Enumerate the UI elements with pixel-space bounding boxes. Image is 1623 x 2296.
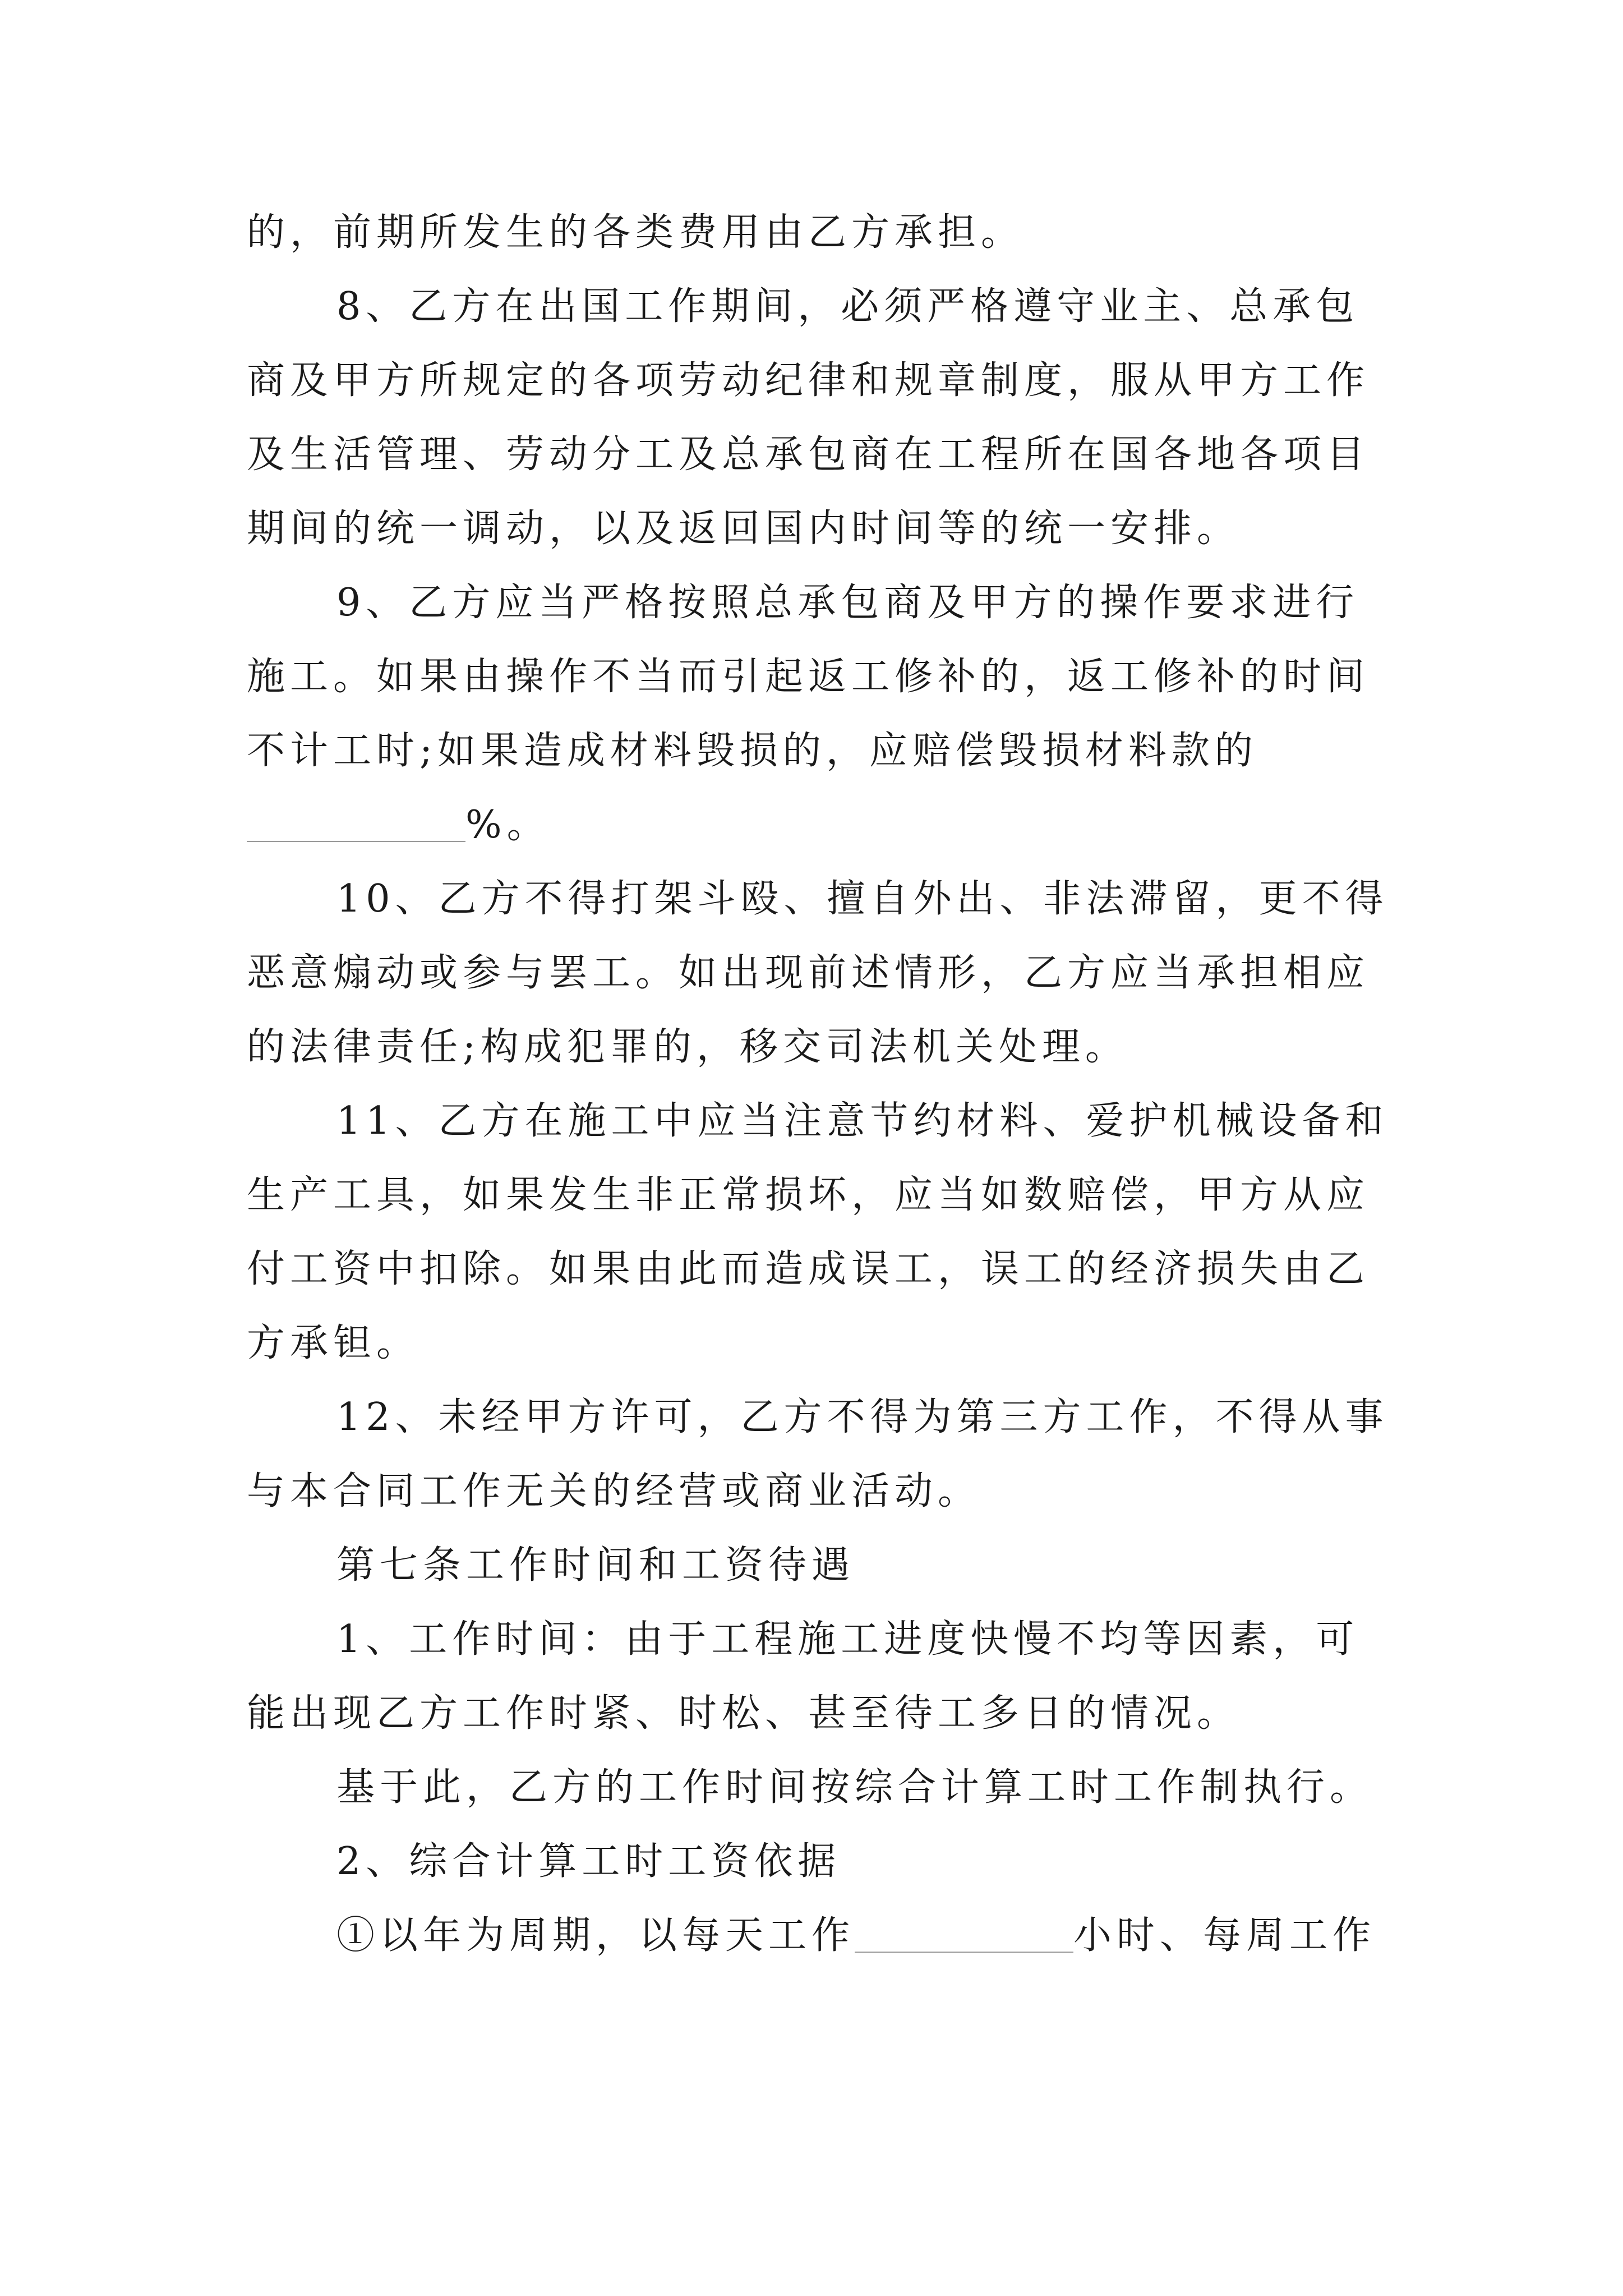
text-line: 施工。如果由操作不当而引起返工修补的，返工修补的时间 (247, 655, 1370, 699)
text-line: 付工资中扣除。如果由此而造成误工，误工的经济损失由乙 (247, 1247, 1370, 1291)
clause-10-line: 10、乙方不得打架斗殴、擅自外出、非法滞留，更不得 (336, 877, 1389, 921)
text-line: 恶意煽动或参与罢工。如出现前述情形，乙方应当承担相应 (247, 951, 1370, 995)
text-line: 与本合同工作无关的经营或商业活动。 (247, 1469, 981, 1513)
fill-in-blank (855, 1916, 1073, 1953)
percent-line (247, 800, 550, 850)
text-line: 生产工具，如果发生非正常损坏，应当如数赔偿，甲方从应 (247, 1173, 1370, 1217)
work-hours-suffix: 小时、每周工作 (1073, 1913, 1376, 1958)
fill-in-blank (247, 805, 465, 842)
percent-suffix: %。 (465, 803, 550, 847)
clause-8-line: 8、乙方在出国工作期间，必须严格遵守业主、总承包 (336, 284, 1359, 329)
work-hours-line (336, 1911, 1376, 1961)
text-line: 的，前期所发生的各类费用由乙方承担。 (247, 210, 1025, 255)
text-line: 及生活管理、劳动分工及总承包商在工程所在国各地各项目 (247, 432, 1370, 477)
clause-2-line: 2、综合计算工时工资依据 (336, 1839, 841, 1884)
section-heading: 第七条工作时间和工资待遇 (336, 1543, 855, 1588)
clause-12-line: 12、未经甲方许可，乙方不得为第三方工作，不得从事 (336, 1395, 1389, 1439)
text-line: 基于此，乙方的工作时间按综合计算工时工作制执行。 (336, 1765, 1373, 1810)
text-line: 商及甲方所规定的各项劳动纪律和规章制度，服从甲方工作 (247, 358, 1370, 403)
text-line: 方承钽。 (247, 1321, 420, 1365)
clause-9-line: 9、乙方应当严格按照总承包商及甲方的操作要求进行 (336, 581, 1359, 625)
text-line: 能出现乙方工作时紧、时松、甚至待工多日的情况。 (247, 1691, 1241, 1736)
text-line: 不计工时;如果造成材料毁损的，应赔偿毁损材料款的 (247, 729, 1258, 773)
clause-11-line: 11、乙方在施工中应当注意节约材料、爱护机械设备和 (336, 1099, 1389, 1143)
work-hours-prefix: ①以年为周期，以每天工作 (336, 1913, 855, 1958)
text-line: 的法律责任;构成犯罪的，移交司法机关处理。 (247, 1025, 1128, 1069)
text-line: 期间的统一调动，以及返回国内时间等的统一安排。 (247, 507, 1241, 551)
clause-1-line: 1、工作时间：由于工程施工进度快慢不均等因素，可 (336, 1617, 1359, 1662)
